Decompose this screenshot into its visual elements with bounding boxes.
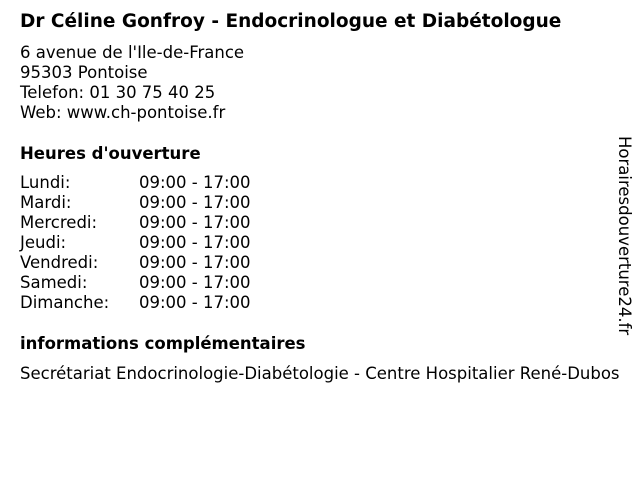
hours-time-value: 09:00 - 17:00 xyxy=(139,233,251,252)
hours-time-value: 09:00 - 17:00 xyxy=(139,253,251,272)
hours-day-label: Jeudi: xyxy=(20,233,67,252)
hours-table xyxy=(20,173,251,313)
hours-row-sunday xyxy=(20,293,251,313)
page-title: Dr Céline Gonfroy - Endocrinologue et Diabétologue xyxy=(20,11,562,32)
hours-time-value: 09:00 - 17:00 xyxy=(139,193,251,212)
hours-heading: Heures d'ouverture xyxy=(20,144,201,163)
contact-block xyxy=(20,43,244,123)
hours-time-value: 09:00 - 17:00 xyxy=(139,293,251,312)
phone-number[interactable]: Telefon: 01 30 75 40 25 xyxy=(20,83,216,102)
hours-day-label: Lundi: xyxy=(20,173,71,192)
info-heading: informations complémentaires xyxy=(20,334,306,353)
hours-day-label: Dimanche: xyxy=(20,293,110,312)
hours-day-label: Samedi: xyxy=(20,273,88,292)
address-street: 6 avenue de l'Ile-de-France xyxy=(20,43,245,62)
hours-row-saturday xyxy=(20,273,251,293)
hours-row-tuesday xyxy=(20,193,251,213)
hours-row-monday xyxy=(20,173,251,193)
hours-row-wednesday xyxy=(20,213,251,233)
website-link[interactable]: Web: www.ch-pontoise.fr xyxy=(20,103,226,122)
hours-time-value: 09:00 - 17:00 xyxy=(139,273,251,292)
hours-time-value: 09:00 - 17:00 xyxy=(139,213,251,232)
hours-day-label: Mercredi: xyxy=(20,213,98,232)
info-text: Secrétariat Endocrinologie-Diabétologie - Centre Hospitalier René-Dubos xyxy=(20,364,620,383)
hours-row-thursday xyxy=(20,233,251,253)
hours-row-friday xyxy=(20,253,251,273)
hours-day-label: Mardi: xyxy=(20,193,72,212)
hours-day-label: Vendredi: xyxy=(20,253,99,272)
site-watermark: Horairesdouverture24.fr xyxy=(615,136,634,336)
address-city: 95303 Pontoise xyxy=(20,63,148,82)
hours-time-value: 09:00 - 17:00 xyxy=(139,173,251,192)
